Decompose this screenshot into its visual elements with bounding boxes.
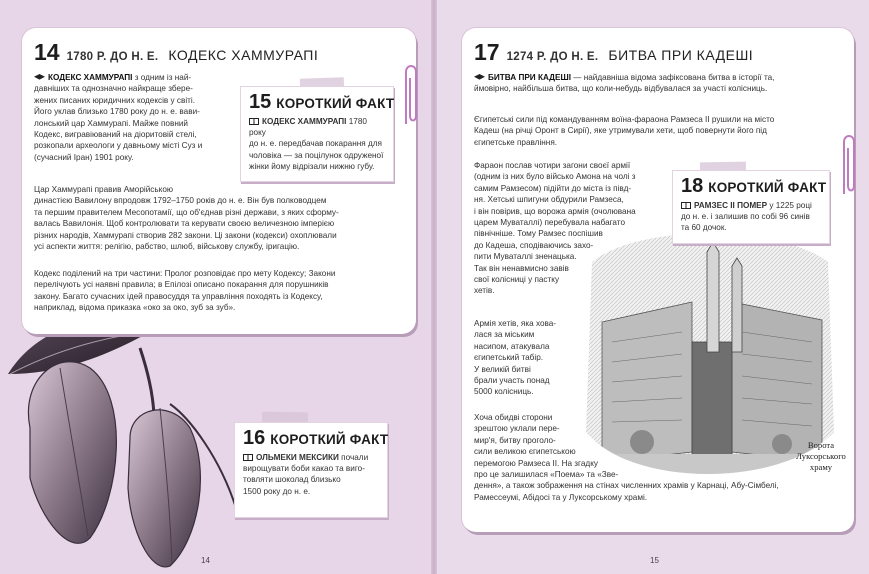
term: РАМЗЕС ІІ ПОМЕР: [694, 201, 768, 210]
page-number: 14: [201, 556, 210, 565]
text-line: насипом, атакувала: [474, 341, 550, 351]
text-line: 5000 колісниць.: [474, 387, 534, 397]
text-line: Його уклав близько 1780 року до н. е. вави-: [34, 107, 200, 117]
caption-line: храму: [809, 462, 833, 472]
fact-15-body: [249, 116, 385, 172]
text-line: (сучасний Іран) 1901 року.: [34, 152, 134, 162]
fact-title: КОРОТКИЙ ФАКТ: [708, 180, 827, 195]
paper-clip-icon: [400, 60, 420, 130]
entry-number: 17: [474, 39, 500, 65]
text-line: про це залишилася «Поема» та «Зве-: [474, 470, 619, 480]
text-line: дення», а також зображення на стінах численних храмів у Карнаці, Абу-Сімбелі,: [474, 481, 779, 491]
entry-date: 1274 Р. ДО Н. Е.: [506, 51, 599, 63]
text-line: до н. е. передбачав покарання для: [249, 139, 382, 149]
fact-15-card: [240, 86, 394, 182]
text-line: Кодекс поділений на три частини: Пролог розповідає про мету Кодексу; Закони: [34, 269, 336, 278]
caption-line: Ворота: [807, 440, 835, 450]
text-line: Рамессеумі, Абідосі та у Луксорському храмі.: [474, 492, 648, 502]
text-line: — найдавніша відома зафіксована битва в історії та,: [573, 73, 775, 82]
text-line: ня. Хетські шпигуни обдурили Рамзеса,: [474, 195, 624, 205]
fact-number: 16: [243, 427, 266, 449]
text-line: та першим правителем Месопотамії, що об'єднав різні держави, з яких сформу-: [34, 207, 339, 217]
text-line: У великій битві: [474, 364, 531, 374]
text-line: давніших та однозначно найкраще збере-: [34, 84, 193, 94]
text-line: Кадеш (на річці Оронт в Сирії), яке утримували хети, щоб повернути його під: [474, 126, 767, 136]
text-line: Кодекс, вигравіюваний на діоритовій стелі,: [34, 130, 197, 140]
fact-18-card: [672, 170, 830, 244]
entry-17-paragraph-2: [474, 114, 844, 148]
text-line: Єгипетські сили під командуванням воїна-фараона Рамзеса ІІ рушили на місто: [474, 115, 775, 124]
text-line: лася за міським: [474, 330, 535, 340]
fact-16-body: [243, 452, 379, 497]
fact-18-body: [681, 200, 821, 234]
graduation-cap-icon: [474, 74, 485, 81]
text-line: закону. Багато сучасних ідей правосуддя та управління походять із Кодексу,: [34, 291, 323, 301]
term: КОДЕКС ХАММУРАПІ: [48, 73, 133, 82]
text-line: жених писаних юридичних кодексів у світі.: [34, 95, 196, 105]
text-line: Фараон послав чотири загони своєї армії: [474, 161, 631, 170]
text-line: і він повірив, що ворожа армія (очолювана: [474, 206, 636, 216]
text-line: династією Вавилону впродовж 1792–1750 років до н. е. Він був полководцем: [34, 196, 327, 206]
text-line: ймовірно, найбільша битва, що коли-небудь відбувалася за участі колісниць.: [474, 84, 768, 94]
term: БИТВА ПРИ КАДЕШІ: [488, 73, 571, 82]
text-line: мир'я, битву проголо-: [474, 435, 556, 445]
text-line: 1500 року до н. е.: [243, 486, 311, 496]
text-line: лонський цар Хаммурапі. Майже повний: [34, 118, 189, 128]
caption-line: Луксорського: [796, 451, 846, 461]
fact-16-header: [243, 427, 389, 450]
text-line: Армія хетів, яка хова-: [474, 319, 557, 328]
text-line: перемогою Рамзеса ІІ. На згадку: [474, 458, 598, 468]
text-line: єгипетське правління.: [474, 137, 558, 147]
text-line: (одним із них було військо Амона на чолі з: [474, 172, 636, 182]
book-icon: [249, 118, 259, 125]
text-line: самим Рамзесом) підійти до міста із півд-: [474, 183, 632, 193]
fact-title: КОРОТКИЙ ФАКТ: [276, 96, 395, 111]
text-line: Так він ненавмисно завів: [474, 263, 569, 273]
text-line: перелічують усі наявні правила; в Епілозі описано покарання для порушників: [34, 280, 329, 290]
entry-14-paragraph-1: [34, 72, 234, 163]
entry-title: БИТВА ПРИ КАДЕШІ: [608, 47, 754, 63]
entry-title: КОДЕКС ХАММУРАПІ: [168, 47, 319, 63]
entry-14-header: [34, 39, 318, 66]
text-line: наприклад, відома приказка «око за око, зуб за зуб».: [34, 303, 236, 313]
text-line: свої колісниці у пастку: [474, 275, 560, 285]
entry-17-header: [474, 39, 753, 66]
graduation-cap-icon: [34, 74, 45, 81]
fact-18-header: [681, 175, 827, 198]
term: КОДЕКС ХАММУРАПІ: [262, 117, 347, 126]
image-caption: [786, 440, 856, 473]
fact-number: 15: [249, 91, 272, 113]
fact-title: КОРОТКИЙ ФАКТ: [270, 432, 389, 447]
book-icon: [681, 202, 691, 209]
text-line: розкопали археологи у давньому місті Суз и: [34, 141, 203, 151]
text-line: до н. е. і залишив по собі 96 синів: [681, 212, 810, 222]
text-line: різних народів, Хаммурапі створив 282 закони. Ці закони (кодекси) охоплювали: [34, 230, 337, 240]
text-line: Цар Хаммурапі правив Аморійською: [34, 185, 174, 194]
text-line: до Кадеша, сподіваючись захо-: [474, 240, 594, 250]
text-line: жінки йому відрізали нижню губу.: [249, 161, 375, 171]
text-line: та 60 дочок.: [681, 223, 727, 233]
paper-clip-icon: [838, 130, 858, 200]
fact-15-header: [249, 91, 395, 114]
book-spine: [431, 0, 437, 574]
entry-number: 14: [34, 39, 60, 65]
book-icon: [243, 454, 253, 461]
text-line: 1780 року: [249, 117, 367, 138]
text-line: з одним із най-: [134, 73, 192, 82]
entry-date: 1780 Р. ДО Н. Е.: [66, 51, 159, 63]
fact-16-card: [234, 422, 388, 518]
text-line: зрештою уклали пере-: [474, 424, 560, 434]
entry-17-paragraph-1: [474, 72, 844, 95]
text-line: почали: [341, 453, 369, 462]
text-line: у 1225 році: [769, 201, 812, 210]
cocoa-pods-illustration: [0, 308, 240, 574]
entry-14-paragraph-3: [34, 268, 404, 314]
text-line: північніше. Тому Рамзес поспішив: [474, 229, 603, 239]
text-line: царем Муваталлі) перебувала набагато: [474, 218, 626, 228]
text-line: Хоча обидві сторони: [474, 413, 553, 422]
text-line: товляти шоколад близько: [243, 475, 341, 485]
page-number: 15: [650, 556, 659, 565]
fact-number: 18: [681, 175, 704, 197]
text-line: пити Муваталлі зненацька.: [474, 252, 577, 262]
text-line: усі аспекти життя: релігію, рабство, шлюб, військову службу, іригацію.: [34, 242, 300, 252]
text-line: чоловіка — за поцілунок одруженої: [249, 150, 384, 160]
term: ОЛЬМЕКИ МЕКСИКИ: [256, 453, 339, 462]
entry-14-paragraph-2: [34, 184, 404, 252]
text-line: єгипетський табір.: [474, 353, 544, 363]
text-line: вирощувати боби какао та виго-: [243, 464, 365, 474]
entry-17-paragraph-4: [474, 318, 584, 398]
text-line: брали участь понад: [474, 376, 550, 386]
text-line: валась Вавилонія. Щоб контролювати та керувати своєю величезною імперією: [34, 219, 335, 229]
text-line: хетів.: [474, 286, 495, 296]
text-line: сили великою єгипетською: [474, 447, 576, 457]
